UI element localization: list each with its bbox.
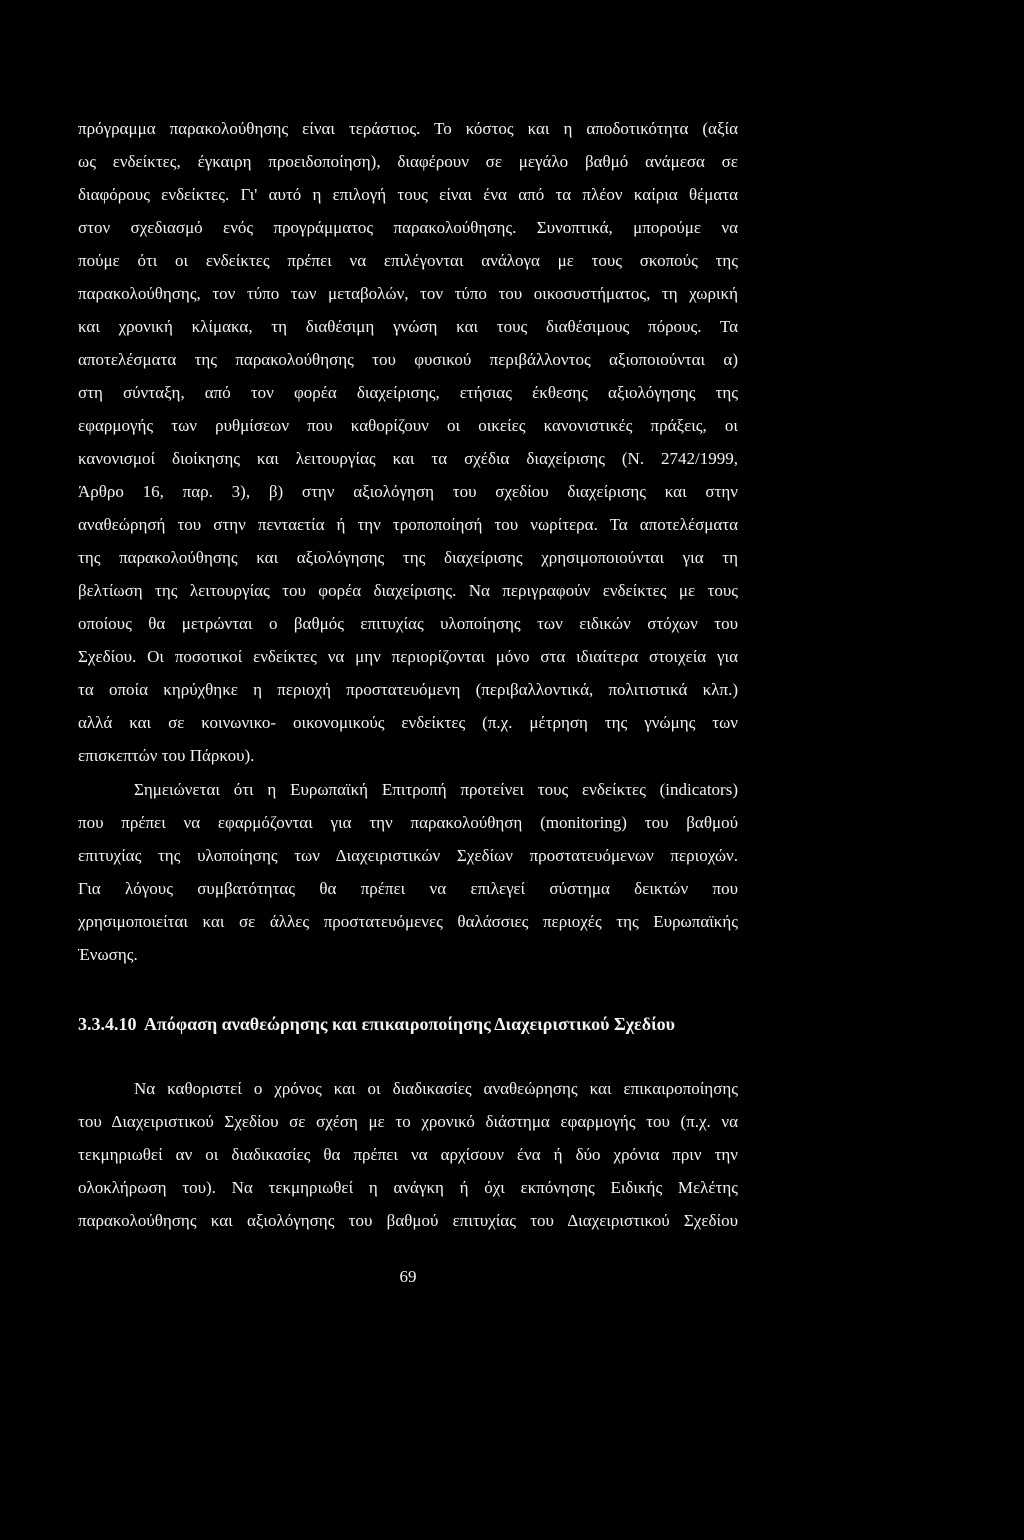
text-line: πούμε ότι οι ενδείκτες πρέπει να επιλέγονται ανάλογα με τους σκοπούς της	[78, 251, 738, 270]
text-line: επιτυχίας της υλοποίησης των Διαχειριστικών Σχεδίων προστατευόμενων περιοχών.	[78, 846, 738, 865]
text-line: στη σύνταξη, από τον φορέα διαχείρισης, ετήσιας έκθεσης αξιολόγησης της	[78, 383, 738, 402]
text-line: τα οποία κηρύχθηκε η περιοχή προστατευόμενη (περιβαλλοντικά, πολιτιστικά κλπ.)	[78, 680, 738, 699]
text-line: στον σχεδιασμό ενός προγράμματος παρακολούθησης. Συνοπτικά, μπορούμε να	[78, 218, 738, 237]
text-line: διαφόρους ενδείκτες. Γι' αυτό η επιλογή τους είναι ένα από τα πλέον καίρια θέματα	[78, 185, 738, 204]
text-line: αλλά και σε κοινωνικο- οικονομικούς ενδείκτες (π.χ. μέτρηση της γνώμης των	[78, 713, 738, 732]
text-line: ολοκλήρωση του). Να τεκμηριωθεί η ανάγκη ή όχι εκπόνησης Ειδικής Μελέτης	[78, 1178, 738, 1197]
section-heading	[78, 1008, 738, 1041]
text-line: αναθεώρησή του στην πενταετία ή την τροποποίησή του νωρίτερα. Τα αποτελέσματα	[78, 515, 738, 534]
text-line: βελτίωση της λειτουργίας του φορέα διαχείρισης. Να περιγραφούν ενδείκτες με τους	[78, 581, 738, 600]
paragraph	[78, 1072, 738, 1237]
text-line: Σχεδίου. Οι ποσοτικοί ενδείκτες να μην περιορίζονται μόνο στα ιδιαίτερα στοιχεία για	[78, 647, 738, 666]
text-line: εφαρμογής των ρυθμίσεων που καθορίζουν οι οικείες κανονιστικές πράξεις, οι	[78, 416, 738, 435]
text-line: Ένωσης.	[78, 945, 138, 964]
paragraph	[78, 773, 738, 971]
text-line: Για λόγους συμβατότητας θα πρέπει να επιλεγεί σύστημα δεικτών που	[78, 879, 738, 898]
text-line: και χρονική κλίμακα, τη διαθέσιμη γνώση και τους διαθέσιμους πόρους. Τα	[78, 317, 738, 336]
text-line: Σημειώνεται ότι η Ευρωπαϊκή Επιτροπή προτείνει τους ενδείκτες (indicators)	[134, 780, 738, 799]
text-line: οποίους θα μετρώνται ο βαθμός επιτυχίας υλοποίησης των ειδικών στόχων του	[78, 614, 738, 633]
text-line: που πρέπει να εφαρμόζονται για την παρακολούθηση (monitoring) του βαθμού	[78, 813, 738, 832]
text-line: αποτελέσματα της παρακολούθησης του φυσικού περιβάλλοντος αξιοποιούνται α)	[78, 350, 738, 369]
paragraph	[78, 112, 738, 772]
text-line: επισκεπτών του Πάρκου).	[78, 746, 255, 765]
text-line: του Διαχειριστικού Σχεδίου σε σχέση με το χρονικό διάστημα εφαρμογής του (π.χ. να	[78, 1112, 738, 1131]
text-line: Να καθοριστεί ο χρόνος και οι διαδικασίες αναθεώρησης και επικαιροποίησης	[134, 1079, 738, 1098]
text-line: της παρακολούθησης και αξιολόγησης της διαχείρισης χρησιμοποιούνται για τη	[78, 548, 738, 567]
section-title: Απόφαση αναθεώρησης και επικαιροποίησης Διαχειριστικού Σχεδίου	[144, 1014, 675, 1034]
page-number: 69	[399, 1267, 417, 1286]
text-line: Άρθρο 16, παρ. 3), β) στην αξιολόγηση του σχεδίου διαχείρισης και στην	[78, 482, 738, 501]
text-line: πρόγραμμα παρακολούθησης είναι τεράστιος. Το κόστος και η αποδοτικότητα (αξία	[78, 119, 738, 138]
section-number: 3.3.4.10	[78, 1014, 137, 1034]
text-line: ως ενδείκτες, έγκαιρη προειδοποίηση), διαφέρουν σε μεγάλο βαθμό ανάμεσα σε	[78, 152, 738, 171]
text-line: κανονισμοί διοίκησης και λειτουργίας και τα σχέδια διαχείρισης (Ν. 2742/1999,	[78, 449, 738, 468]
text-line: τεκμηριωθεί αν οι διαδικασίες θα πρέπει να αρχίσουν ένα ή δύο χρόνια πριν την	[78, 1145, 738, 1164]
text-line: χρησιμοποιείται και σε άλλες προστατευόμενες θαλάσσιες περιοχές της Ευρωπαϊκής	[78, 912, 738, 931]
text-line: παρακολούθησης και αξιολόγησης του βαθμού επιτυχίας του Διαχειριστικού Σχεδίου	[78, 1211, 738, 1230]
text-line: παρακολούθησης, τον τύπο των μεταβολών, τον τύπο του οικοσυστήματος, τη χωρική	[78, 284, 738, 303]
